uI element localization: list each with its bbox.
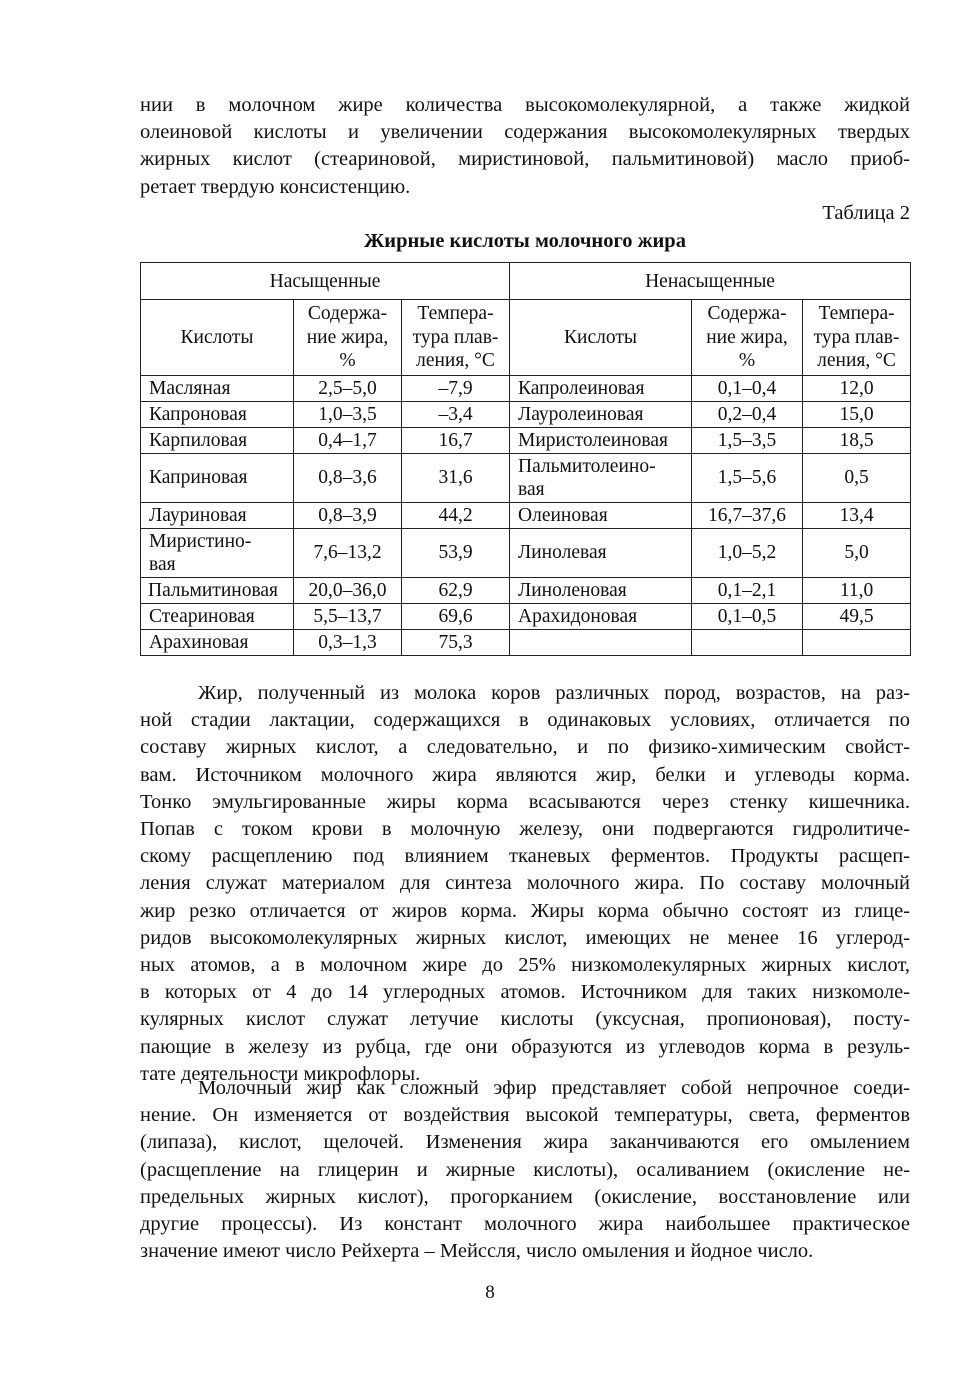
saturated-acid-name: Карпиловая [141,427,294,453]
unsaturated-acid-name: Лауролеиновая [510,401,692,427]
text-line: Жир, полученный из молока коров различных пород, возрастов, на раз- [198,682,910,704]
unsaturated-melting-point: 0,5 [803,453,911,502]
page-number: 8 [485,1282,495,1303]
unsaturated-acid-name: Линоленовая [510,577,692,603]
text-line: ления служат материалом для синтеза молочного жира. По составу молочный [140,872,910,895]
saturated-fat-content: 0,4–1,7 [294,427,402,453]
saturated-acid-name: Лауриновая [141,502,294,528]
text-line: кулярных кислот служат летучие кислоты (уксусная, пропионовая), посту- [140,1008,910,1031]
text-line: значение имеют число Рейхерта – Мейсcля, число омыления и йодное число. [140,1240,814,1263]
text-line: ной стадии лактации, содержащихся в одинаковых условиях, отличается по [140,709,910,732]
table-row [141,603,911,629]
saturated-melting-point: 62,9 [402,577,510,603]
text-line: Попав с током крови в молочную железу, они подвергаются гидролитиче- [140,818,910,841]
table-title: Жирные кислоты молочного жира [364,230,686,252]
text-line: ных атомов, а в молочном жире до 25% низкомолекулярных жирных кислот, [140,954,910,977]
text-line: (липаза), кислот, щелочей. Изменения жира заканчиваются его омылением [140,1131,910,1154]
unsaturated-acid-name: Арахидоновая [510,603,692,629]
saturated-acid-name: Капроновая [141,401,294,427]
table-row [141,528,911,577]
unsaturated-acid-name: Пальмитолеино- вая [510,453,692,502]
table-row [141,401,911,427]
unsaturated-fat-content: 0,1–0,4 [692,375,803,401]
unsaturated-melting-point: 49,5 [803,603,911,629]
saturated-melting-point: –3,4 [402,401,510,427]
text-line: Тонко эмульгированные жиры корма всасываются через стенку кишечника. [140,790,910,813]
unsaturated-melting-point: 11,0 [803,577,911,603]
unsaturated-fat-content [692,629,803,655]
unsaturated-melting-point: 5,0 [803,528,911,577]
table-number-label: Таблица 2 [822,202,910,224]
column-header-melting-point: Темпера- тура плав- ления, °С [803,300,911,376]
text-line: Молочный жир как сложный эфир представляет собой непрочное соеди- [198,1077,910,1099]
unsaturated-acid-name: Олеиновая [510,502,692,528]
unsaturated-melting-point: 15,0 [803,401,911,427]
text-line: (расщепление на глицерин и жирные кислоты), осаливанием (окисление не- [140,1158,910,1181]
unsaturated-fat-content: 0,2–0,4 [692,401,803,427]
column-header-acids: Кислоты [510,300,692,376]
saturated-fat-content: 20,0–36,0 [294,577,402,603]
unsaturated-fat-content: 16,7–37,6 [692,502,803,528]
unsaturated-fat-content: 1,0–5,2 [692,528,803,577]
saturated-acid-name: Стеариновая [141,603,294,629]
saturated-fat-content: 2,5–5,0 [294,375,402,401]
text-line: нии в молочном жире количества высокомолекулярной, а также жидкой [140,94,910,116]
group-header-saturated: Насыщенные [141,263,510,300]
saturated-acid-name: Арахиновая [141,629,294,655]
body-paragraph [140,1075,910,1265]
text-line: в которых от 4 до 14 углеродных атомов. Источником для таких низкомоле- [140,981,910,1004]
column-header-melting-point: Темпера- тура плав- ления, °С [402,300,510,376]
unsaturated-fat-content: 1,5–5,6 [692,453,803,502]
table-row [141,427,911,453]
unsaturated-melting-point: 13,4 [803,502,911,528]
text-line: жир резко отличается от жиров корма. Жиры корма обычно состоят из глице- [140,899,910,922]
saturated-acid-name: Миристино- вая [141,528,294,577]
saturated-fat-content: 7,6–13,2 [294,528,402,577]
group-header-unsaturated: Ненасыщенные [510,263,911,300]
saturated-melting-point: 31,6 [402,453,510,502]
table-row [141,453,911,502]
text-line: предельных жирных кислот), прогорканием (окисление, восстановление или [140,1185,910,1208]
body-paragraph [140,680,910,1088]
text-line: ретает твердую консистенцию. [140,175,411,198]
unsaturated-fat-content: 0,1–0,5 [692,603,803,629]
table-row [141,375,911,401]
column-header-fat-content: Содержа- ние жира, % [692,300,803,376]
unsaturated-acid-name: Капролеиновая [510,375,692,401]
text-line: пающие в железу из рубца, где они образуются из углеводов корма в резуль- [140,1035,910,1058]
text-line: олеиновой кислоты и увеличении содержания высокомолекулярных твердых [140,121,910,144]
text-line: нение. Он изменяется от воздействия высокой температуры, света, ферментов [140,1104,910,1127]
text-line: скому расщеплению под влиянием тканевых ферментов. Продукты расщеп- [140,845,910,868]
unsaturated-melting-point [803,629,911,655]
unsaturated-fat-content: 0,1–2,1 [692,577,803,603]
table-group-header-row [141,263,911,300]
text-line: ридов высокомолекулярных жирных кислот, имеющих не менее 16 углерод- [140,926,910,949]
saturated-melting-point: 44,2 [402,502,510,528]
text-line: жирных кислот (стеариновой, миристиновой, пальмитиновой) масло приоб- [140,148,910,171]
saturated-melting-point: 16,7 [402,427,510,453]
saturated-fat-content: 0,8–3,6 [294,453,402,502]
unsaturated-acid-name [510,629,692,655]
intro-paragraph [140,92,910,201]
unsaturated-melting-point: 12,0 [803,375,911,401]
unsaturated-fat-content: 1,5–3,5 [692,427,803,453]
saturated-melting-point: 53,9 [402,528,510,577]
text-line: другие процессы). Из констант молочного жира наибольшее практическое [140,1213,910,1236]
saturated-melting-point: 69,6 [402,603,510,629]
table-row [141,502,911,528]
unsaturated-melting-point: 18,5 [803,427,911,453]
saturated-acid-name: Пальмитиновая [141,577,294,603]
saturated-fat-content: 0,8–3,9 [294,502,402,528]
saturated-fat-content: 5,5–13,7 [294,603,402,629]
saturated-acid-name: Каприновая [141,453,294,502]
table-row [141,629,911,655]
table-column-header-row [141,300,911,376]
saturated-melting-point: 75,3 [402,629,510,655]
saturated-acid-name: Масляная [141,375,294,401]
unsaturated-acid-name: Линолевая [510,528,692,577]
text-line: вам. Источником молочного жира являются жир, белки и углеводы корма. [140,763,910,786]
fatty-acids-table [140,262,911,656]
text-line: тате деятельности микрофлоры. [140,1062,421,1085]
saturated-melting-point: –7,9 [402,375,510,401]
column-header-acids: Кислоты [141,300,294,376]
table-row [141,577,911,603]
saturated-fat-content: 0,3–1,3 [294,629,402,655]
text-line: составу жирных кислот, а следовательно, и по физико-химическим свойст- [140,736,910,759]
column-header-fat-content: Содержа- ние жира, % [294,300,402,376]
unsaturated-acid-name: Миристолеиновая [510,427,692,453]
saturated-fat-content: 1,0–3,5 [294,401,402,427]
